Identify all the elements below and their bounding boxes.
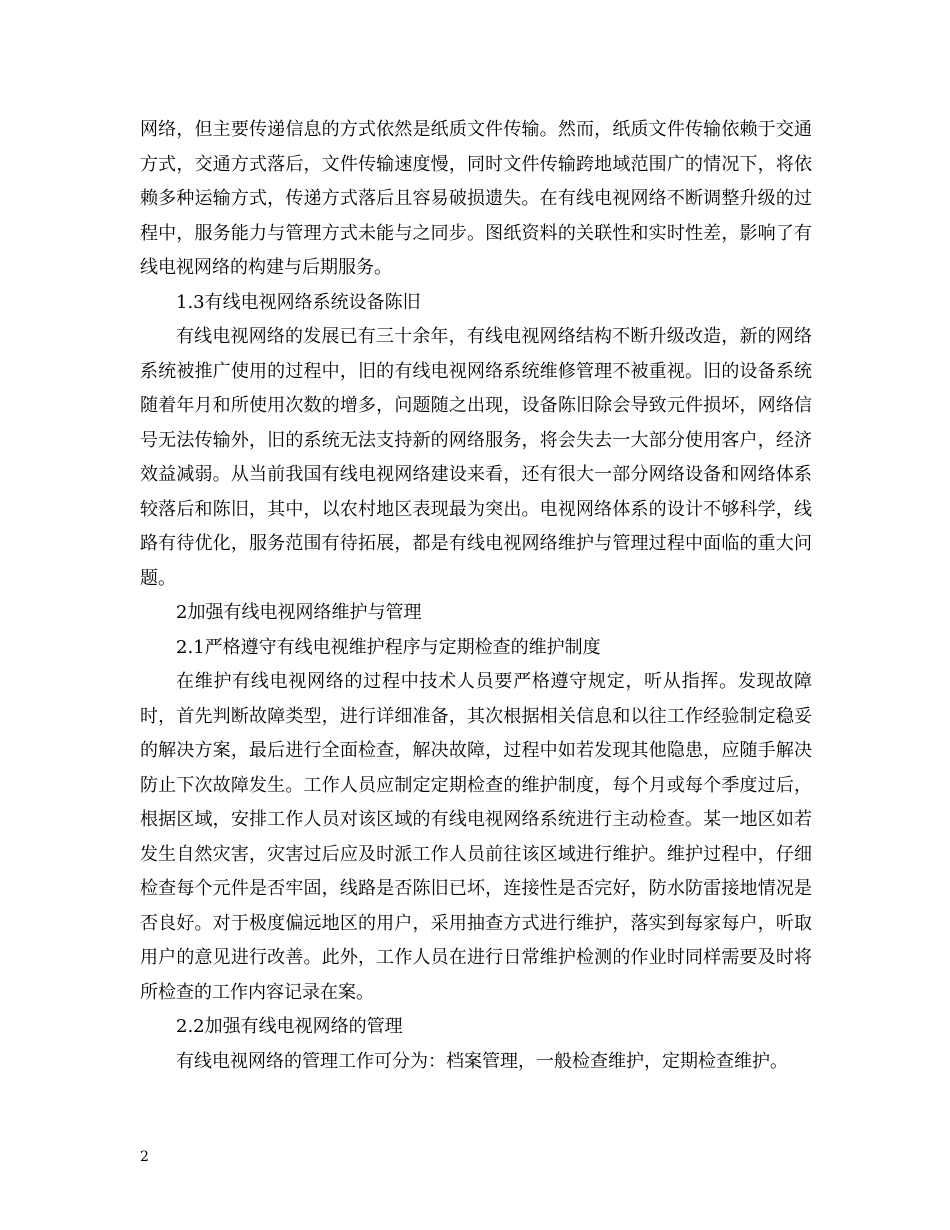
section-heading-1-3: 1.3有线电视网络系统设备陈旧 [176,291,421,313]
paragraph: 有线电视网络的发展已有三十余年，有线电视网络结构不断升级改造，新的网络系统被推广使用的过程中，旧的有线电视网络系统维修管理不被重视。旧的设备系统随着年月和所使用次数的增多，问题随之出现，设备陈旧除会导致元件损坏，网络信号无法传输外，旧的系统无法支持新的网络服务，将会失去一大部分使用客户，经济效益减弱。从当前我国有线电视网络建设来看，还有很大一部分网络设备和网络体系较落后和陈旧，其中，以农村地区表现最为突出。电视网络体系的设计不够科学，线路有待优化，服务范围有待拓展，都是有线电视网络维护与管理过程中面临的重大问题。 [140,326,812,589]
document-body [140,113,812,1079]
section-heading-2-2: 2.2加强有线电视网络的管理 [176,1016,403,1037]
paragraph: 有线电视网络的管理工作可分为：档案管理，一般检查维护，定期检查维护。 [176,1050,788,1072]
paragraph-continued: 网络，但主要传递信息的方式依然是纸质文件传输。然而，纸质文件传输依赖于交通方式，交通方式落后，文件传输速度慢，同时文件传输跨地域范围广的情况下，将依赖多种运输方式，传递方式落后且容易破损遗失。在有线电视网络不断调整升级的过程中，服务能力与管理方式未能与之同步。图纸资料的关联性和实时性差，影响了有线电视网络的构建与后期服务。 [140,119,812,278]
section-heading-2-1: 2.1严格遵守有线电视维护程序与定期检查的维护制度 [176,636,601,658]
paragraph: 在维护有线电视网络的过程中技术人员要严格遵守规定，听从指挥。发现故障时，首先判断故障类型，进行详细准备，其次根据相关信息和以往工作经验制定稳妥的解决方案，最后进行全面检查，解决故障，过程中如若发现其他隐患，应随手解决防止下次故障发生。工作人员应制定定期检查的维护制度，每个月或每个季度过后，根据区域，安排工作人员对该区域的有线电视网络系统进行主动检查。某一地区如若发生自然灾害，灾害过后应及时派工作人员前往该区域进行维护。维护过程中，仔细检查每个元件是否牢固，线路是否陈旧已坏，连接性是否完好，防水防雷接地情况是否良好。对于极度偏远地区的用户，采用抽查方式进行维护，落实到每家每户，听取用户的意见进行改善。此外，工作人员在进行日常维护检测的作业时同样需要及时将所检查的工作内容记录在案。 [140,671,812,1003]
section-heading-2: 2加强有线电视网络维护与管理 [176,602,422,623]
page-number: 2 [140,1149,149,1165]
